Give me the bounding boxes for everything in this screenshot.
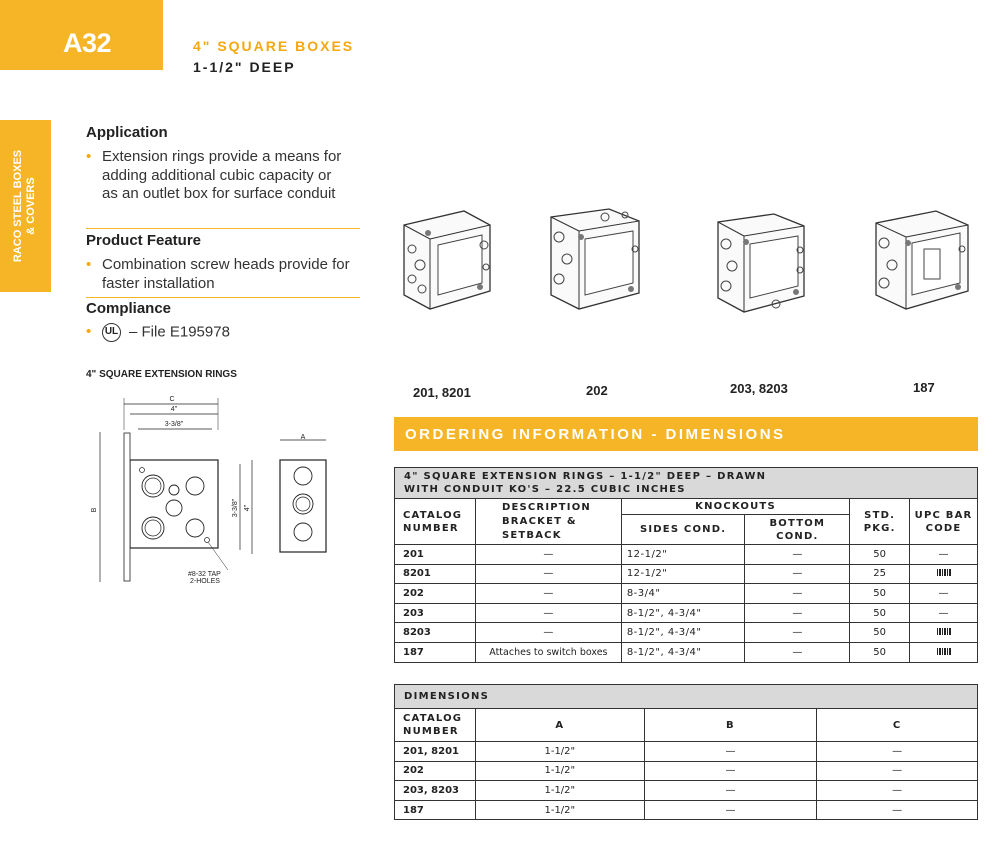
pkg-cell: 50 [850,623,910,643]
divider [86,297,360,298]
ul-listed-icon: UL [102,323,121,342]
catalog-number: 203, 8203 [395,781,476,801]
catalog-number: 202 [395,584,476,604]
tap-note-line1: #8-32 TAP [188,571,221,578]
product-label: 187 [913,380,935,395]
bullet-dot-icon: • [86,256,92,273]
col-header-catalog: CATALOG NUMBER [395,499,476,545]
side-tab-line2: & COVERS [25,177,37,235]
dim-4in-label: 4" [170,406,178,413]
sides-cell: 8-1/2", 4-3/4" [621,623,745,643]
bullet-dot-icon: • [86,323,92,340]
table-row [395,623,978,643]
description-cell: Attaches to switch boxes [475,642,621,662]
bottom-cell: — [745,623,850,643]
compliance-heading: Compliance [86,300,172,317]
pkg-cell: 50 [850,584,910,604]
barcode-icon [937,648,951,655]
dim-c-cell: — [817,761,978,781]
sides-cell: 12-1/2" [621,545,745,565]
table-row [395,603,978,623]
dim-c-cell: — [817,742,978,762]
bottom-cell: — [745,564,850,584]
side-tab-label [12,150,38,262]
catalog-number: 202 [395,761,476,781]
description-cell: — [475,603,621,623]
product-label: 203, 8203 [730,381,788,396]
dim-a-cell: 1-1/2" [475,781,644,801]
table-row [395,781,978,801]
product-202-image [545,203,645,315]
bottom-cell: — [745,584,850,604]
barcode-icon [937,569,951,576]
col-header-catalog: CATALOG NUMBER [395,709,476,742]
dim-338-label: 3-3/8" [164,421,184,428]
product-label: 202 [586,383,608,398]
sides-cell: 8-1/2", 4-3/4" [621,642,745,662]
dim-c-label: C [169,396,175,403]
catalog-number: 8201 [395,564,476,584]
dim-b-cell: — [644,781,817,801]
catalog-number: 201 [395,545,476,565]
dim-a-cell: 1-1/2" [475,761,644,781]
catalog-number: 8203 [395,623,476,643]
description-cell: — [475,623,621,643]
upc-cell [910,623,978,643]
dim-b-label: B [91,507,98,513]
upc-cell: — [910,584,978,604]
pkg-cell: 50 [850,545,910,565]
bottom-cell: — [745,603,850,623]
side-tab-line1: RACO STEEL BOXES [12,149,24,263]
dim-c-cell: — [817,800,978,820]
col-header-sides: SIDES COND. [621,515,745,545]
catalog-number: 201, 8201 [395,742,476,762]
product-feature-text: Combination screw heads provide for faster installation [102,256,350,292]
table-row [395,564,978,584]
drawing-label: 4" SQUARE EXTENSION RINGS [86,369,237,380]
bullet-dot-icon: • [86,148,92,165]
dim-a-cell: 1-1/2" [475,800,644,820]
col-header-std-pkg: STD. PKG. [850,499,910,545]
application-text: Extension rings provide a means for adding additional cubic capacity or as an outlet box for surface conduit [102,148,342,202]
upc-cell: — [910,545,978,565]
table-row [395,545,978,565]
col-header-knockouts: KNOCKOUTS [621,499,849,515]
table-row [395,800,978,820]
ordering-table-caption: 4" SQUARE EXTENSION RINGS – 1-1/2" DEEP – DRAWN WITH CONDUIT KO'S – 22.5 CUBIC INCHES [395,468,978,499]
ordering-band [394,417,978,451]
dim-338-v-label: 3-3/8" [232,498,239,518]
table-row [395,642,978,662]
dim-b-cell: — [644,742,817,762]
dim-a-label: A [300,434,306,441]
product-feature-bullet [86,256,366,293]
bottom-cell: — [745,642,850,662]
pkg-cell: 50 [850,603,910,623]
product-203-image [712,208,812,318]
pkg-cell: 25 [850,564,910,584]
dimension-drawing [90,390,355,600]
page-title: 4" SQUARE BOXES [193,38,355,54]
tap-note-line2: 2-HOLES [190,578,220,585]
upc-cell: — [910,603,978,623]
catalog-number: 187 [395,642,476,662]
page-subtitle: 1-1/2" DEEP [193,59,296,75]
product-feature-heading: Product Feature [86,232,202,249]
compliance-bullet [86,323,366,342]
col-header-bottom: BOTTOM COND. [745,515,850,545]
product-201-image [398,205,494,315]
table-row [395,584,978,604]
catalog-number: 203 [395,603,476,623]
pkg-cell: 50 [850,642,910,662]
ordering-table [394,467,978,663]
compliance-file: – File E195978 [129,323,230,341]
dim-b-cell: — [644,761,817,781]
application-bullet [86,148,348,204]
dimensions-table-caption: DIMENSIONS [395,685,978,709]
dimensions-table [394,684,978,820]
description-cell: — [475,545,621,565]
dim-b-cell: — [644,800,817,820]
catalog-number: 187 [395,800,476,820]
upc-cell [910,564,978,584]
description-cell: — [475,584,621,604]
col-header-upc: UPC BAR CODE [910,499,978,545]
sides-cell: 12-1/2" [621,564,745,584]
page-code: A32 [63,28,112,58]
ordering-band-label: ORDERING INFORMATION - DIMENSIONS [405,426,786,443]
application-heading: Application [86,124,168,141]
description-cell: — [475,564,621,584]
table-row [395,761,978,781]
upc-cell [910,642,978,662]
col-header-a: A [475,709,644,742]
sides-cell: 8-3/4" [621,584,745,604]
col-header-c: C [817,709,978,742]
dim-a-cell: 1-1/2" [475,742,644,762]
product-187-image [870,205,974,317]
barcode-icon [937,628,951,635]
col-header-b: B [644,709,817,742]
bottom-cell: — [745,545,850,565]
divider [86,228,360,229]
col-header-description: DESCRIPTION BRACKET & SETBACK [475,499,621,545]
table-row [395,742,978,762]
dim-c-cell: — [817,781,978,801]
dim-4in-v-label: 4" [244,504,251,512]
sides-cell: 8-1/2", 4-3/4" [621,603,745,623]
product-label: 201, 8201 [413,385,471,400]
